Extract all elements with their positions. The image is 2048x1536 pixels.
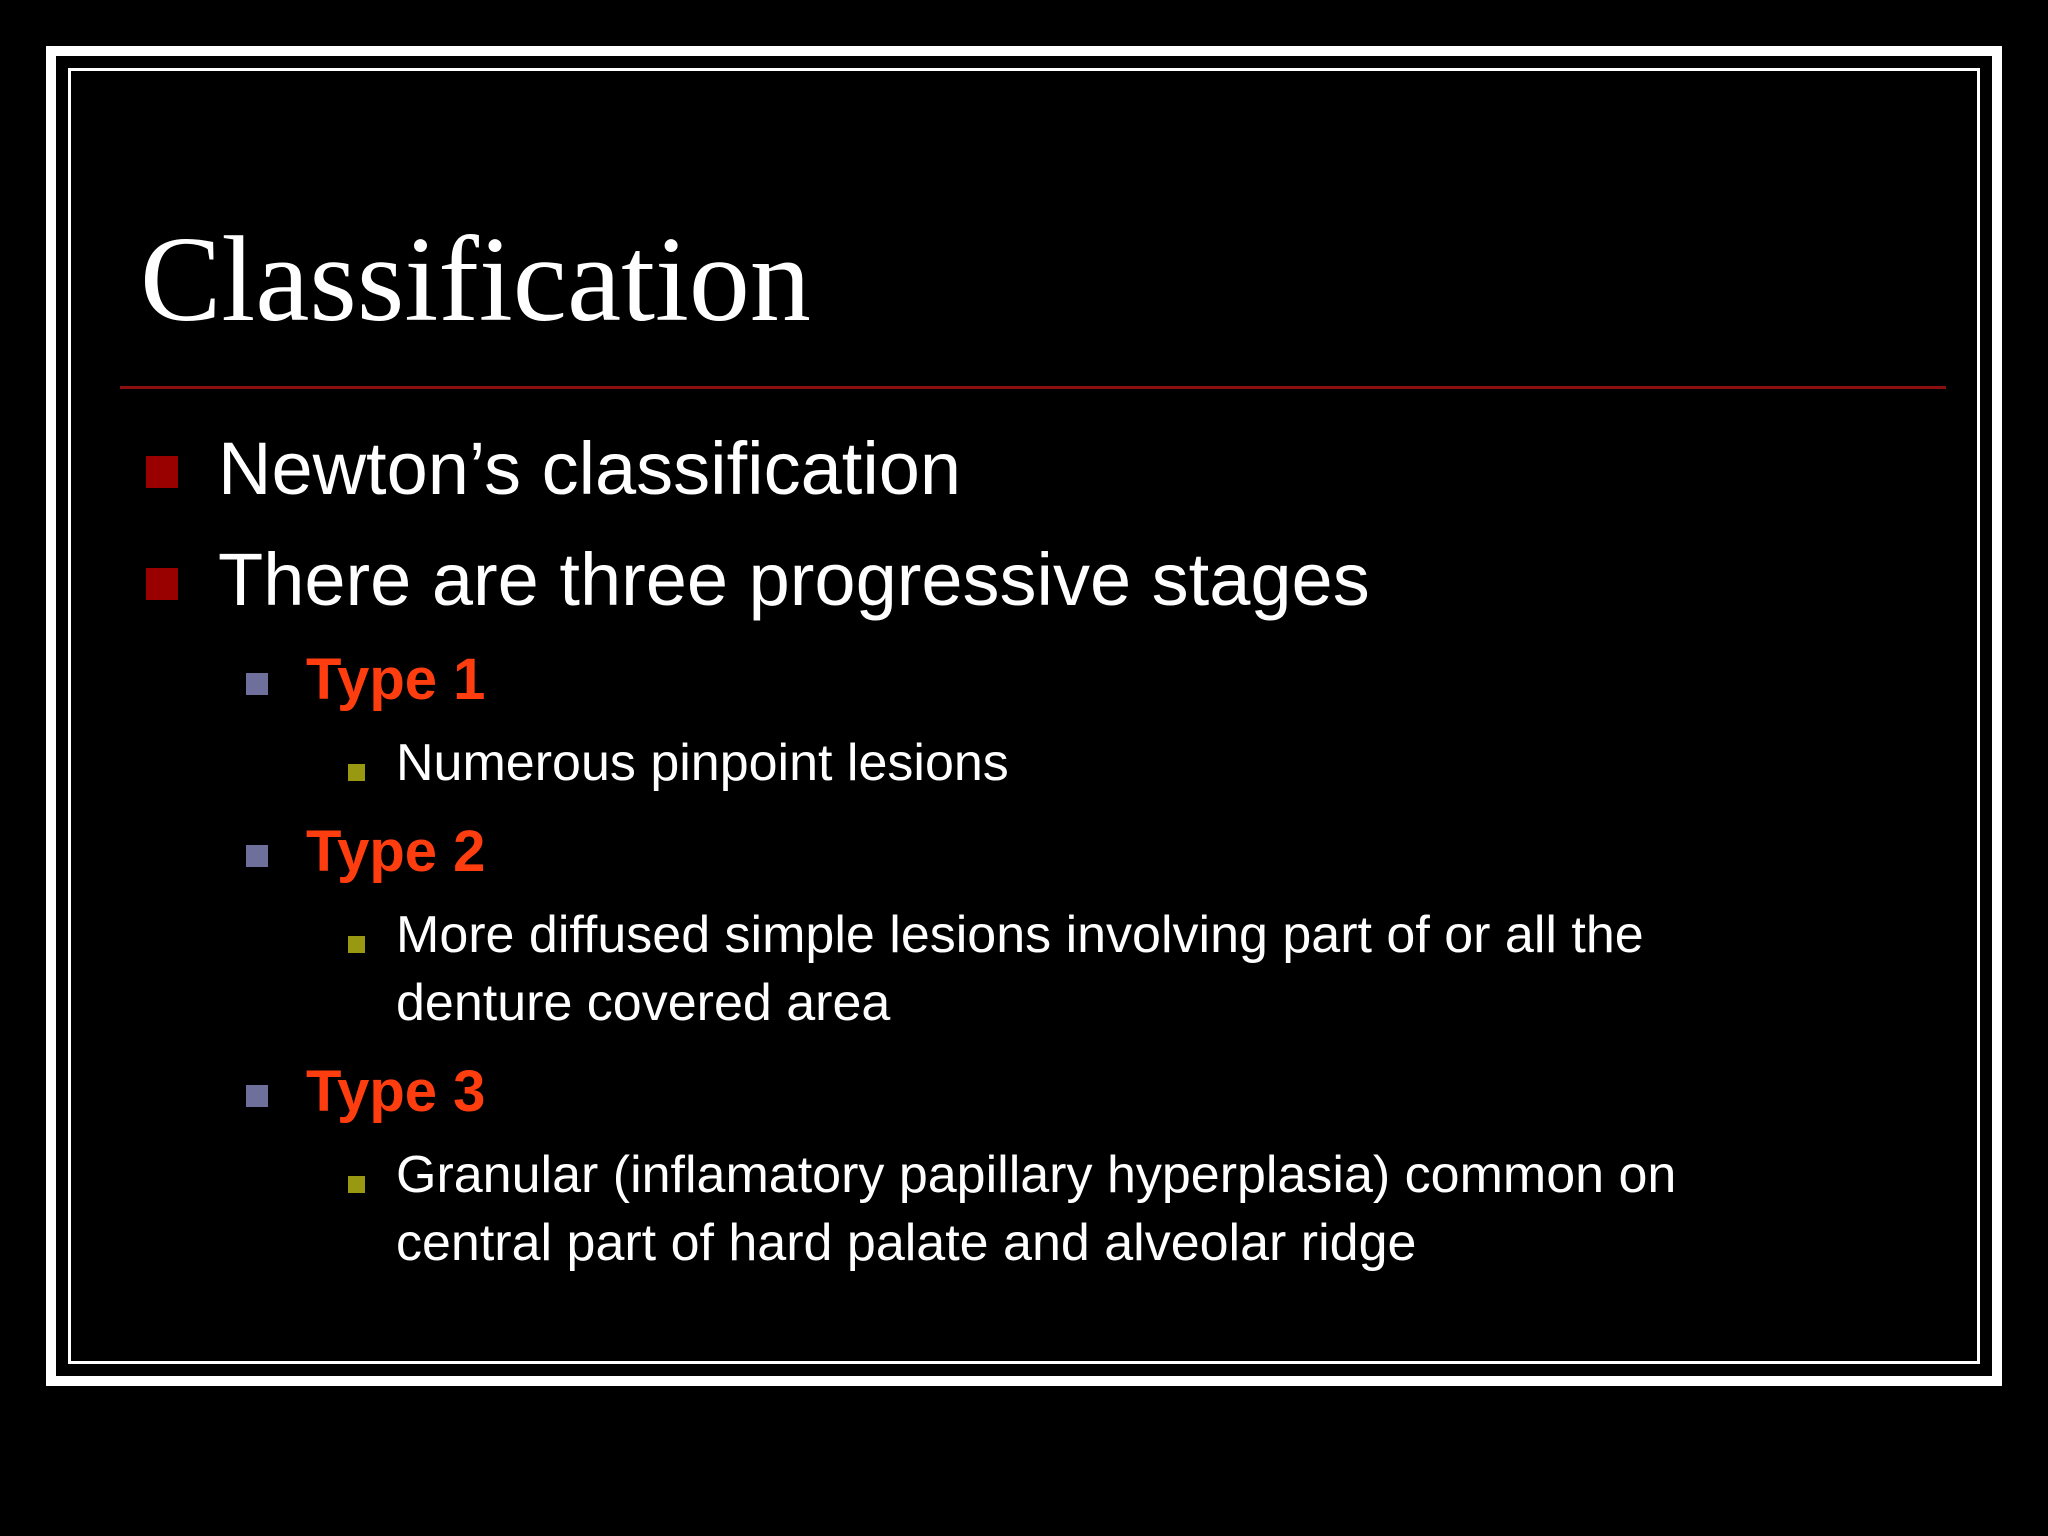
bullet-three-stages: There are three progressive stages — [218, 538, 1370, 621]
square-bullet-icon — [246, 673, 268, 695]
type-3-description-line-1: Granular (inflamatory papillary hyperplasia) common on — [396, 1146, 1677, 1204]
square-bullet-icon — [146, 568, 178, 600]
type-3-label: Type 3 — [306, 1059, 486, 1124]
type-2-label: Type 2 — [306, 819, 486, 884]
type-2-description-line-2: denture covered area — [396, 974, 891, 1032]
type-3-description-line-2: central part of hard palate and alveolar ridge — [396, 1214, 1417, 1272]
bullet-newtons-classification: Newton’s classification — [218, 427, 962, 510]
square-bullet-icon — [348, 936, 365, 953]
square-bullet-icon — [348, 1176, 365, 1193]
square-bullet-icon — [348, 764, 365, 781]
square-bullet-icon — [146, 456, 178, 488]
type-1-label: Type 1 — [306, 647, 486, 712]
square-bullet-icon — [246, 1085, 268, 1107]
slide-title: Classification — [140, 212, 811, 347]
type-2-description-line-1: More diffused simple lesions involving part of or all the — [396, 906, 1644, 964]
square-bullet-icon — [246, 845, 268, 867]
type-1-description: Numerous pinpoint lesions — [396, 734, 1009, 792]
